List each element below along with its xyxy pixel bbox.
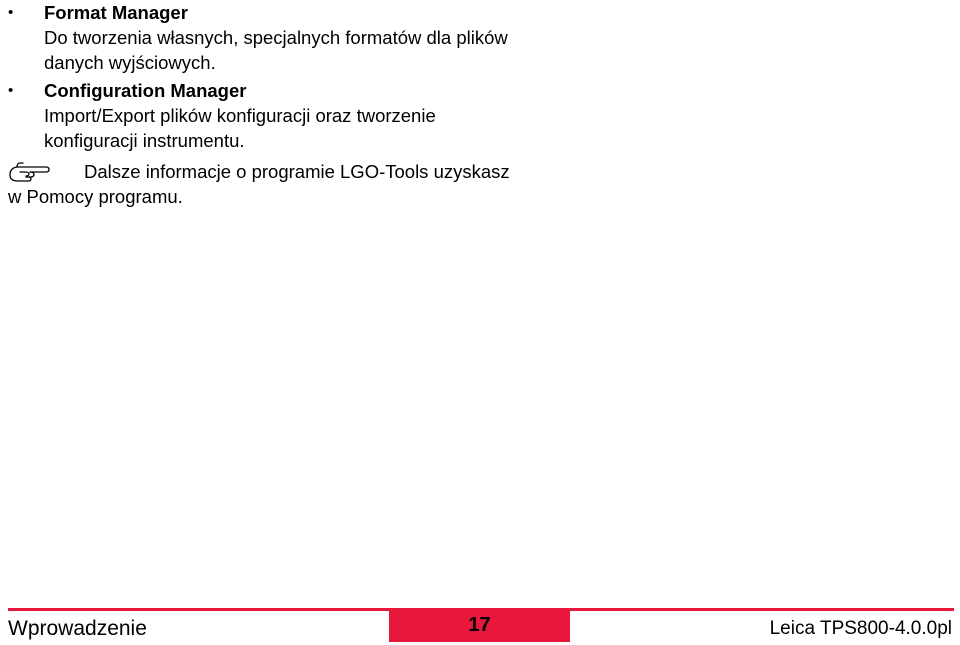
note-text: Dalsze informacje o programie LGO-Tools uzyskasz w Pomocy programu. (8, 161, 510, 207)
feature-list (8, 0, 528, 153)
footer-document-id: Leica TPS800-4.0.0pl (769, 618, 952, 639)
pointing-hand-icon (8, 161, 50, 183)
item-title: Configuration Manager (44, 80, 247, 101)
bullet-marker: • (8, 82, 14, 99)
list-item-format-manager (8, 0, 528, 75)
item-description: Do tworzenia własnych, specjalnych formatów dla plików danych wyjściowych. (44, 27, 508, 73)
info-note (8, 159, 528, 209)
bullet-marker: • (8, 4, 14, 21)
footer-section-title: Wprowadzenie (8, 617, 147, 640)
page-footer (0, 608, 960, 645)
page-number: 17 (389, 611, 570, 642)
list-item-configuration-manager (8, 78, 528, 153)
item-title: Format Manager (44, 2, 188, 23)
item-description: Import/Export plików konfiguracji oraz tworzenie konfiguracji instrumentu. (44, 105, 436, 151)
